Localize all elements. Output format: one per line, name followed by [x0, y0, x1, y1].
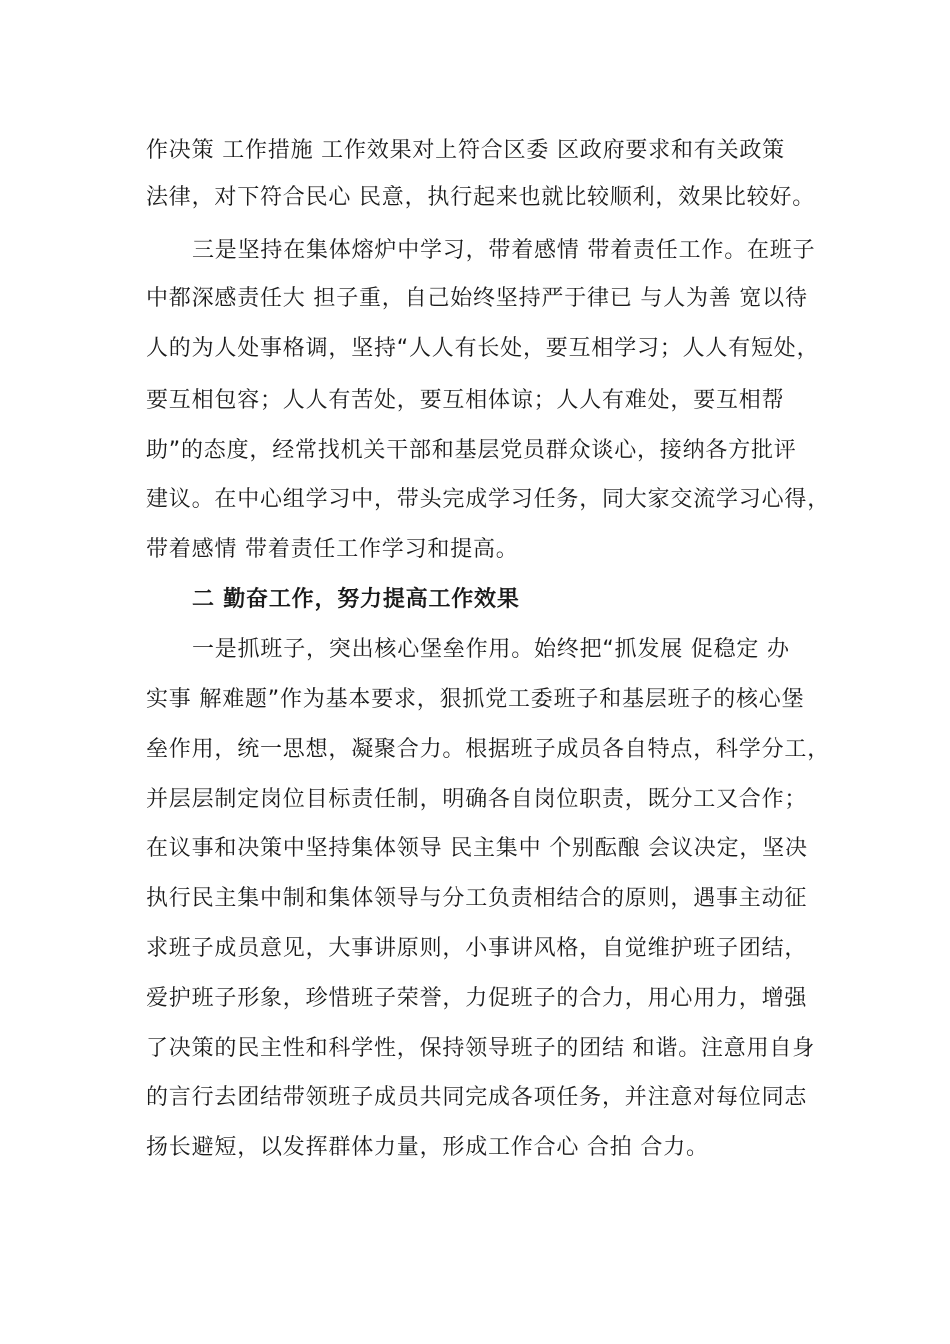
text-line-14: 并层层制定岗位目标责任制，明确各自岗位职责，既分工又合作；: [146, 787, 808, 812]
text-line-18: 爱护班子形象，珍惜班子荣誉，力促班子的合力，用心用力，增强: [146, 986, 808, 1011]
text-line-11: 一是抓班子，突出核心堡垒作用。始终把“抓发展 促稳定 办: [192, 637, 790, 662]
text-line-4: 中都深感责任大 担子重，自己始终坚持严于律已 与人为善 宽以待: [146, 286, 808, 311]
text-line-7: 助”的态度，经常找机关干部和基层党员群众谈心，接纳各方批评: [146, 438, 797, 463]
text-line-13: 垒作用，统一思想，凝聚合力。根据班子成员各自特点，科学分工，: [146, 737, 831, 762]
text-line-16: 执行民主集中制和集体领导与分工负责相结合的原则，遇事主动征: [146, 886, 808, 911]
text-line-6: 要互相包容；人人有苦处，要互相体谅；人人有难处，要互相帮: [146, 388, 785, 413]
text-line-19: 了决策的民主性和科学性，保持领导班子的团结 和谐。注意用自身: [146, 1036, 815, 1061]
text-line-1: 作决策 工作措施 工作效果对上符合区委 区政府要求和有关政策: [146, 138, 785, 163]
text-line-8: 建议。在中心组学习中，带头完成学习任务，同大家交流学习心得，: [146, 487, 831, 512]
text-line-15: 在议事和决策中坚持集体领导 民主集中 个别酝酿 会议决定，坚决: [146, 836, 808, 861]
text-line-5: 人的为人处事格调，坚持“人人有长处，要互相学习；人人有短处，: [146, 336, 820, 361]
text-line-20: 的言行去团结带领班子成员共同完成各项任务，并注意对每位同志: [146, 1085, 808, 1110]
text-line-3: 三是坚持在集体熔炉中学习，带着感情 带着责任工作。在班子: [192, 238, 816, 263]
text-line-21: 扬长避短，以发挥群体力量，形成工作合心 合拍 合力。: [146, 1135, 709, 1160]
text-line-17: 求班子成员意见，大事讲原则，小事讲风格，自觉维护班子团结，: [146, 936, 808, 961]
text-line-2: 法律，对下符合民心 民意，执行起来也就比较顺利，效果比较好。: [146, 185, 815, 210]
text-line-12: 实事 解难题”作为基本要求，狠抓党工委班子和基层班子的核心堡: [146, 687, 805, 712]
text-line-9: 带着感情 带着责任工作学习和提高。: [146, 537, 519, 562]
section-heading: 二 勤奋工作，努力提高工作效果: [192, 587, 520, 612]
